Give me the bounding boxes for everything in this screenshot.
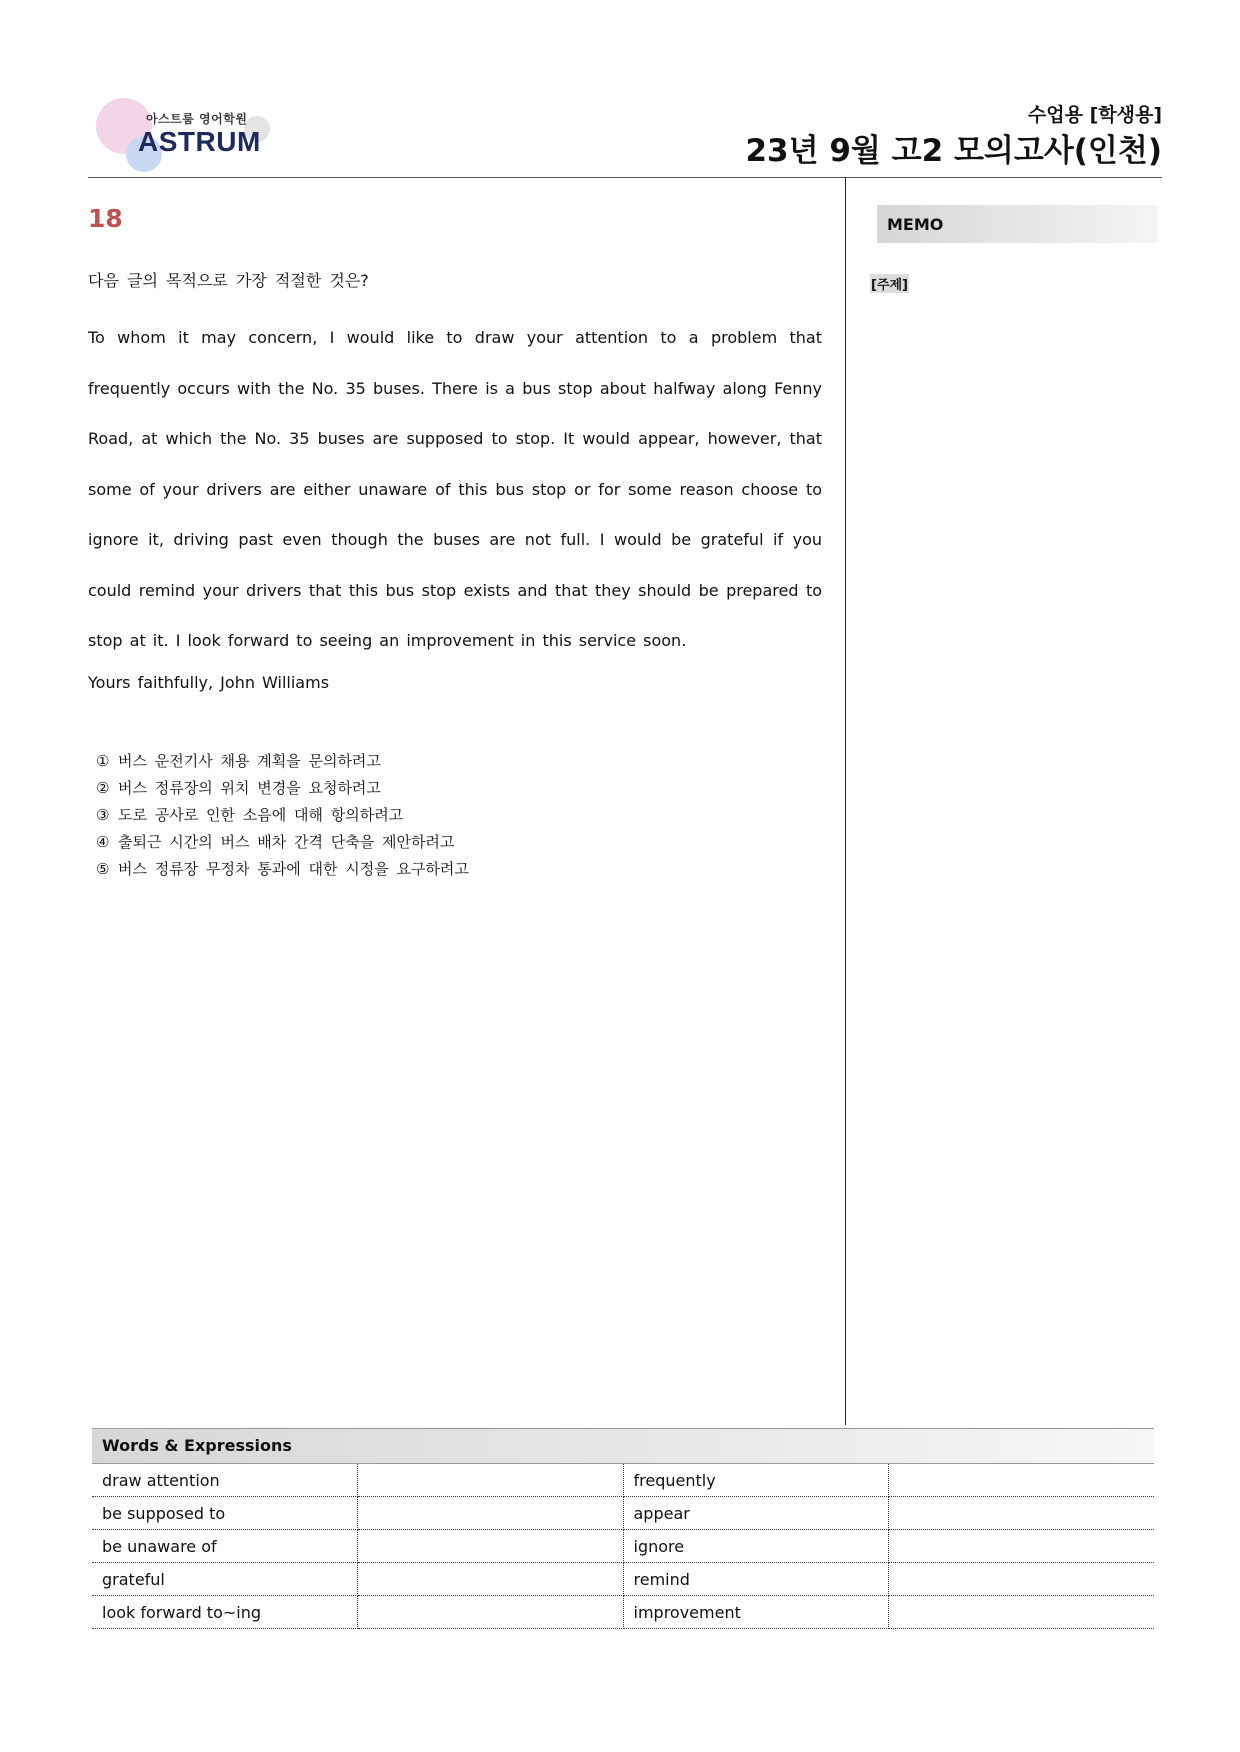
words-header: Words & Expressions (92, 1428, 1154, 1464)
vocab-blank[interactable] (358, 1497, 624, 1530)
vocab-blank[interactable] (358, 1464, 624, 1497)
vocab-blank[interactable] (358, 1563, 624, 1596)
logo-subtitle: 아스트룸 영어학원 (146, 112, 248, 126)
vocab-term: look forward to~ing (92, 1596, 358, 1629)
option-text: 도로 공사로 인한 소음에 대해 항의하려고 (118, 806, 404, 824)
column-divider (845, 177, 846, 1425)
vocab-term: be unaware of (92, 1530, 358, 1563)
answer-options (96, 748, 469, 883)
vocab-blank[interactable] (889, 1497, 1155, 1530)
option-number: ③ (96, 806, 110, 824)
table-row (92, 1464, 1154, 1497)
vocab-term: frequently (623, 1464, 889, 1497)
vocab-blank[interactable] (889, 1563, 1155, 1596)
table-row (92, 1596, 1154, 1629)
vocab-blank[interactable] (889, 1464, 1155, 1497)
vocab-term: be supposed to (92, 1497, 358, 1530)
option-text: 버스 정류장 무정차 통과에 대한 시정을 요구하려고 (118, 860, 469, 878)
question-number: 18 (88, 204, 123, 233)
vocab-term: remind (623, 1563, 889, 1596)
answer-option[interactable] (96, 829, 469, 856)
passage-text: To whom it may concern, I would like to draw your attention to a problem that frequently occurs with the No. 35 buses. There is a bus stop about halfway along Fenny Road, at which the No. 35 buses are supposed to stop. It would appear, however, that some of your drivers are either unaware of this bus stop or for some reason choose to ignore it, driving past even though the buses are not full. I would be grateful if you could remind your drivers that this bus stop exists and that they should be prepared to stop at it. I look forward to seeing an improvement in this service soon. (88, 328, 822, 650)
option-number: ① (96, 752, 110, 770)
option-number: ② (96, 779, 110, 797)
answer-option[interactable] (96, 856, 469, 883)
page-title: 23년 9월 고2 모의고사(인천) (745, 133, 1162, 169)
vocab-blank[interactable] (889, 1596, 1155, 1629)
memo-title: MEMO (887, 215, 944, 234)
option-text: 출퇴근 시간의 버스 배차 간격 단축을 제안하려고 (118, 833, 455, 851)
words-expressions-section (92, 1428, 1154, 1629)
answer-option[interactable] (96, 748, 469, 775)
vocab-blank[interactable] (358, 1530, 624, 1563)
header-divider (88, 177, 1162, 178)
vocab-term: appear (623, 1497, 889, 1530)
header-subtitle: 수업용 [학생용] (1027, 104, 1162, 126)
vocab-blank[interactable] (889, 1530, 1155, 1563)
topic-label: [주제] (870, 274, 909, 293)
vocab-term: ignore (623, 1530, 889, 1563)
vocab-term: grateful (92, 1563, 358, 1596)
table-row (92, 1497, 1154, 1530)
passage-closing: Yours faithfully, John Williams (88, 673, 330, 692)
logo-name: ASTRUM (138, 126, 261, 157)
option-text: 버스 정류장의 위치 변경을 요청하려고 (118, 779, 381, 797)
vocab-term: draw attention (92, 1464, 358, 1497)
option-number: ⑤ (96, 860, 110, 878)
vocab-table (92, 1464, 1154, 1629)
question-prompt: 다음 글의 목적으로 가장 적절한 것은? (88, 271, 369, 290)
academy-logo (96, 96, 286, 176)
answer-option[interactable] (96, 775, 469, 802)
table-row (92, 1530, 1154, 1563)
vocab-blank[interactable] (358, 1596, 624, 1629)
option-number: ④ (96, 833, 110, 851)
memo-header (877, 205, 1157, 243)
option-text: 버스 운전기사 채용 계획을 문의하려고 (118, 752, 381, 770)
vocab-term: improvement (623, 1596, 889, 1629)
answer-option[interactable] (96, 802, 469, 829)
table-row (92, 1563, 1154, 1596)
